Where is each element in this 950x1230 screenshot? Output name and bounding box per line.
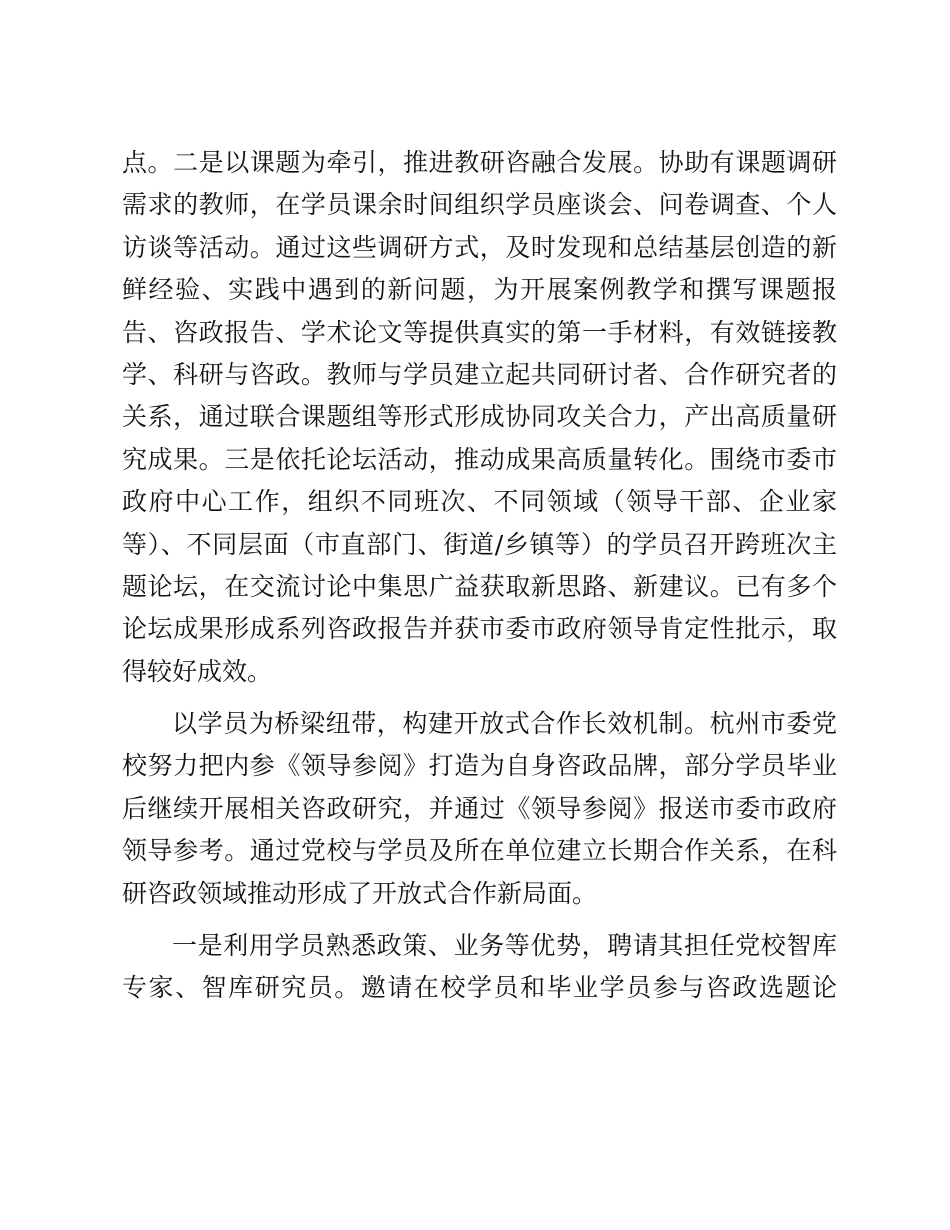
text-line: 专家、智库研究员。邀请在校学员和毕业学员参与咨政选题论 bbox=[122, 973, 837, 1003]
text-line: 需求的教师，在学员课余时间组织学员座谈会、问卷调查、个人 bbox=[122, 190, 837, 220]
text-line: 题论坛，在交流讨论中集思广益获取新思路、新建议。已有多个 bbox=[122, 571, 837, 601]
text-line: 告、咨政报告、学术论文等提供真实的第一手材料，有效链接教 bbox=[122, 317, 837, 347]
text-line: 领导参考。通过党校与学员及所在单位建立长期合作关系，在科 bbox=[122, 836, 837, 866]
text-line: 等）、不同层面（市直部门、街道/乡镇等）的学员召开跨班次主 bbox=[122, 529, 837, 559]
text-line: 政府中心工作，组织不同班次、不同领域（领导干部、企业家 bbox=[122, 487, 837, 517]
text-line: 以学员为桥梁纽带，构建开放式合作长效机制。杭州市委党 bbox=[172, 709, 837, 739]
paragraph-1 bbox=[122, 142, 837, 693]
text-line: 后继续开展相关咨政研究，并通过《领导参阅》报送市委市政府 bbox=[122, 793, 837, 823]
paragraph-3 bbox=[122, 925, 837, 1010]
text-line: 访谈等活动。通过这些调研方式，及时发现和总结基层创造的新 bbox=[122, 232, 837, 262]
text-line: 究成果。三是依托论坛活动，推动成果高质量转化。围绕市委市 bbox=[122, 444, 837, 474]
text-line: 得较好成效。 bbox=[122, 656, 273, 686]
paragraph-2 bbox=[122, 703, 837, 915]
document-body bbox=[122, 142, 837, 1010]
text-line: 校努力把内参《领导参阅》打造为自身咨政品牌，部分学员毕业 bbox=[122, 751, 837, 781]
text-line: 一是利用学员熟悉政策、业务等优势，聘请其担任党校智库 bbox=[172, 931, 837, 961]
text-line: 学、科研与咨政。教师与学员建立起共同研讨者、合作研究者的 bbox=[122, 359, 837, 389]
text-line: 论坛成果形成系列咨政报告并获市委市政府领导肯定性批示，取 bbox=[122, 614, 837, 644]
text-line: 关系，通过联合课题组等形式形成协同攻关合力，产出高质量研 bbox=[122, 402, 837, 432]
text-line: 鲜经验、实践中遇到的新问题，为开展案例教学和撰写课题报 bbox=[122, 275, 837, 305]
text-line: 研咨政领域推动形成了开放式合作新局面。 bbox=[122, 878, 598, 908]
text-line: 点。二是以课题为牵引，推进教研咨融合发展。协助有课题调研 bbox=[122, 148, 837, 177]
